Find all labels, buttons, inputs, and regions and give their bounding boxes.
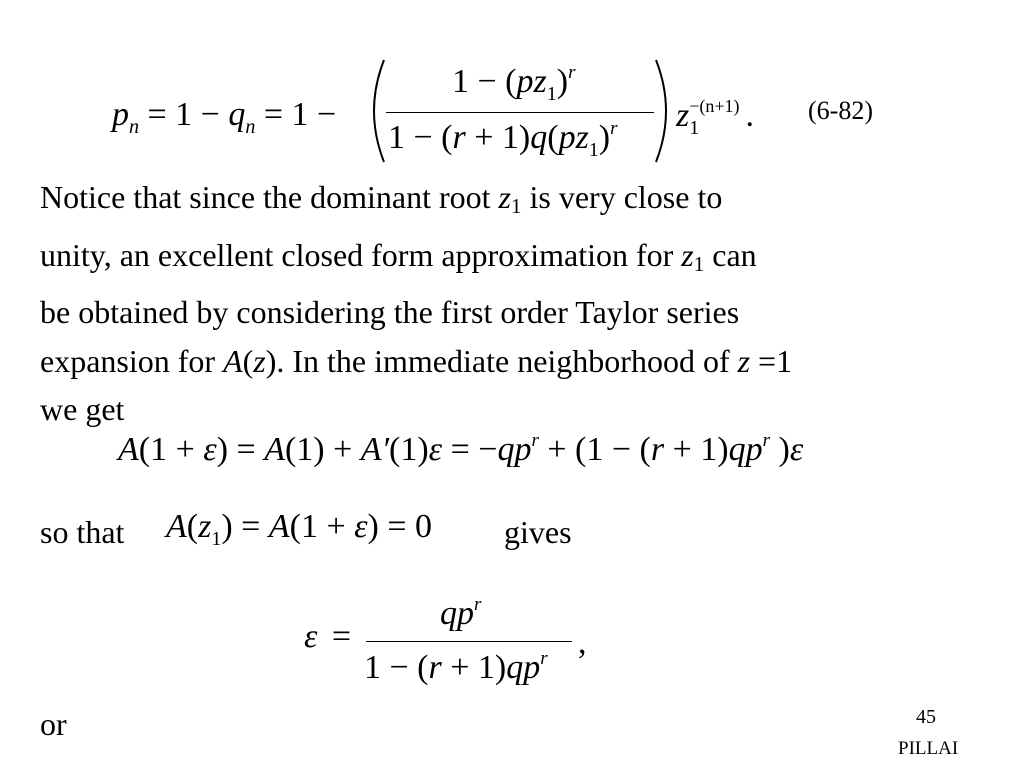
sothat-part-3: (1 + xyxy=(289,508,355,545)
taylor-A-1: A xyxy=(118,431,139,468)
eps-den-one-minus: 1 − ( xyxy=(364,649,429,686)
eq-lhs xyxy=(112,96,336,139)
eq-period: . xyxy=(745,97,755,134)
taylor-part-7: + 1) xyxy=(664,431,729,468)
eq-z-power xyxy=(676,96,754,140)
eps-denominator xyxy=(364,648,548,687)
line4-var-z-2: z xyxy=(737,342,751,379)
line2-text-b: can xyxy=(704,236,757,273)
num-sup-r: r xyxy=(568,62,576,83)
taylor-sup-r-2: r xyxy=(762,430,770,451)
line2-var-z: z xyxy=(681,236,694,273)
den-pz: pz xyxy=(558,119,589,156)
eq-denominator xyxy=(388,118,618,162)
so-that-equation xyxy=(166,508,432,551)
den-open-paren: ( xyxy=(547,119,559,156)
paragraph-line-2 xyxy=(40,231,792,289)
sothat-part-4: ) = 0 xyxy=(367,508,433,545)
eps-den-qp: qp xyxy=(506,649,541,686)
sothat-eps: ε xyxy=(354,508,368,545)
taylor-part-3: (1) + xyxy=(284,431,361,468)
eps-num-qp: qp xyxy=(440,595,474,632)
line4-var-z: z xyxy=(253,342,266,379)
eq-one-minus-2: = 1 − xyxy=(263,96,337,133)
taylor-r: r xyxy=(650,431,665,468)
taylor-eps-2: ε xyxy=(428,431,443,468)
line4-text-a: expansion for xyxy=(40,342,224,379)
sothat-part-1: ( xyxy=(186,508,199,545)
sothat-part-2: ) = xyxy=(221,508,269,545)
den-close-paren: ) xyxy=(598,119,611,156)
author-label: PILLAI xyxy=(898,738,959,759)
taylor-part-8: ) xyxy=(769,431,790,468)
sub-n: n xyxy=(129,116,139,138)
eps-numerator xyxy=(440,594,481,633)
taylor-part-1: (1 + xyxy=(138,431,204,468)
equation-taylor xyxy=(118,430,803,469)
num-one-minus: 1 − ( xyxy=(452,63,517,100)
line1-text-a: Notice that since the dominant root xyxy=(40,179,499,215)
paragraph-line-4 xyxy=(40,337,792,386)
equation-number: (6-82) xyxy=(808,96,873,125)
var-q: q xyxy=(228,96,246,133)
or-text: or xyxy=(40,706,67,742)
eps-lhs xyxy=(304,618,351,656)
sothat-z: z xyxy=(198,508,212,545)
paragraph xyxy=(40,173,792,434)
paragraph-line-3: be obtained by considering the first order Taylor series xyxy=(40,294,740,330)
taylor-eps-3: ε xyxy=(789,431,804,468)
so-that-label: so that xyxy=(40,514,125,550)
den-sub-1: 1 xyxy=(588,139,599,161)
taylor-part-4: (1) xyxy=(389,431,429,468)
den-q: q xyxy=(530,119,548,156)
line4-var-A: A xyxy=(223,342,243,379)
line1-var-z: z xyxy=(498,179,511,215)
line4-open-paren: ( xyxy=(242,342,254,379)
line2-text-a: unity, an excellent closed form approximation for xyxy=(40,236,682,273)
fraction-bar xyxy=(386,112,654,113)
num-sub-1: 1 xyxy=(546,83,557,105)
taylor-sup-r-1: r xyxy=(531,430,539,451)
paragraph-line-1 xyxy=(40,173,792,231)
den-one-minus: 1 − ( xyxy=(388,119,453,156)
var-z: z xyxy=(676,97,690,134)
den-r: r xyxy=(452,119,466,156)
page-number: 45 xyxy=(916,706,936,728)
eq-one-minus: = 1 − xyxy=(147,96,220,133)
eps-num-sup-r: r xyxy=(474,594,482,615)
right-big-paren xyxy=(652,58,678,164)
var-p: p xyxy=(112,96,129,133)
gives-label: gives xyxy=(504,514,572,550)
taylor-eps-1: ε xyxy=(203,431,217,468)
line1-sub-1: 1 xyxy=(511,194,522,218)
eps-fraction-bar xyxy=(366,641,572,642)
eps-den-r: r xyxy=(428,649,442,686)
sub-n-2: n xyxy=(245,116,256,138)
taylor-part-6: + (1 − ( xyxy=(538,431,651,468)
taylor-qp-2: qp xyxy=(728,431,763,468)
paragraph-line-5: we get xyxy=(40,391,125,427)
taylor-A-prime: A′ xyxy=(360,431,390,468)
taylor-qp-1: qp xyxy=(497,431,532,468)
sothat-A-1: A xyxy=(166,508,187,545)
taylor-A-2: A xyxy=(264,431,285,468)
den-plus-one: + 1) xyxy=(474,119,531,156)
line2-sub-1: 1 xyxy=(693,251,705,276)
num-close-paren: ) xyxy=(556,63,569,100)
line4-equals-one: =1 xyxy=(750,342,793,379)
line4-text-b: ). In the immediate neighborhood of xyxy=(265,342,738,379)
taylor-part-2: ) = xyxy=(216,431,265,468)
eps-den-sup-r: r xyxy=(540,648,548,669)
sothat-sub-1: 1 xyxy=(211,528,222,550)
z-sup-exponent: −(n+1) xyxy=(689,96,740,116)
num-pz: pz xyxy=(516,63,547,100)
taylor-part-5: = − xyxy=(442,431,498,468)
eps-equals: = xyxy=(331,618,352,655)
eq-numerator xyxy=(452,62,575,106)
eps-den-plus-one: + 1) xyxy=(441,649,507,686)
eps-symbol: ε xyxy=(304,618,318,655)
eps-comma: , xyxy=(578,624,587,661)
sothat-A-2: A xyxy=(268,508,290,545)
den-sup-r: r xyxy=(610,118,618,139)
left-big-paren xyxy=(362,58,388,164)
line1-text-b: is very close to xyxy=(521,179,723,215)
z-sub-1: 1 xyxy=(689,117,700,139)
